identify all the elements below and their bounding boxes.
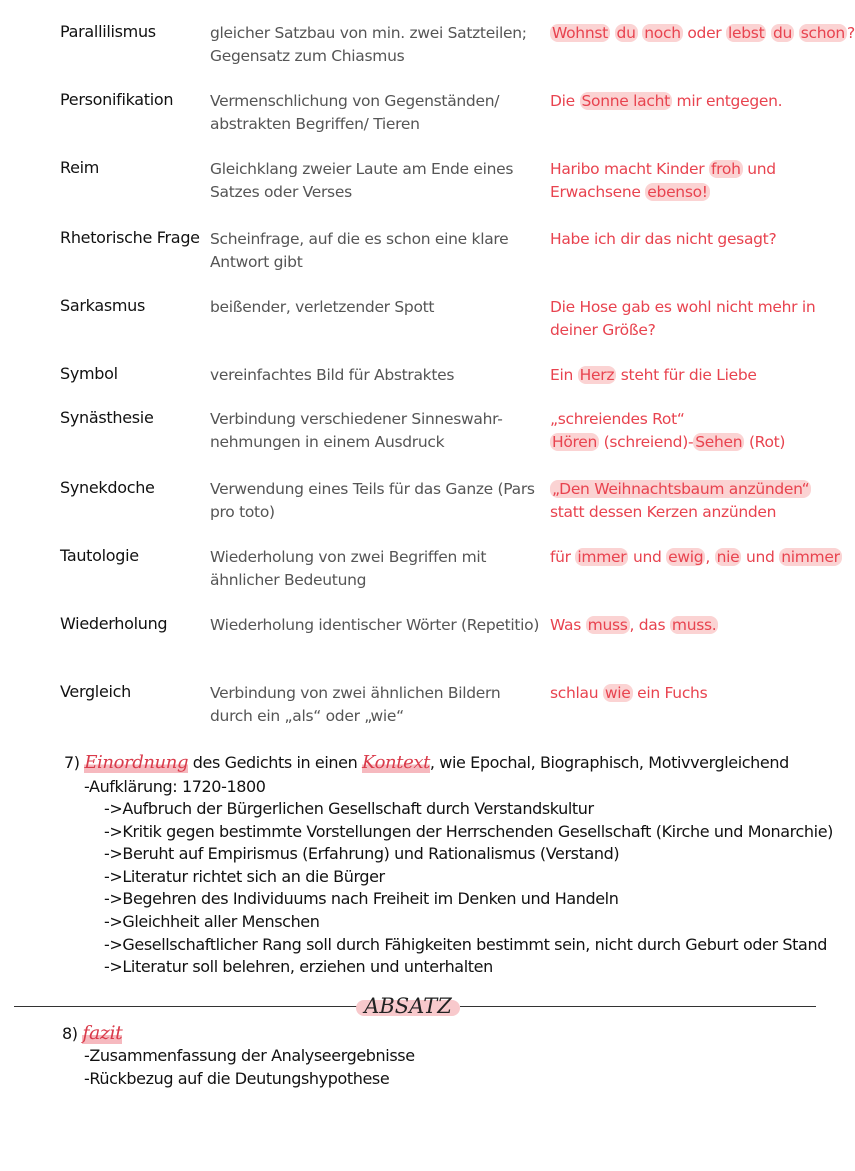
- highlighted-phrase: immer: [577, 548, 627, 566]
- example-text: (schreiend)-: [599, 433, 694, 451]
- glossary-example: [550, 90, 830, 113]
- glossary-example: [550, 546, 840, 569]
- glossary-example: [550, 364, 830, 387]
- example-text: , das: [629, 616, 670, 634]
- glossary-term: Personifikation: [60, 90, 174, 109]
- kontext-word: Kontext: [362, 752, 430, 773]
- einordnung-word: Einordnung: [84, 752, 189, 773]
- glossary-description: Scheinfrage, auf die es schon eine klare Antwort gibt: [210, 230, 509, 271]
- glossary-description: Wiederholung von zwei Begriffen mit ähnlicher Bedeutung: [210, 548, 487, 589]
- example-text: deiner Größe?: [550, 321, 656, 339]
- glossary-term: Wiederholung: [60, 614, 168, 633]
- highlighted-phrase: Sehen: [695, 433, 743, 451]
- example-text: Haribo macht Kinder: [550, 160, 709, 178]
- glossary-term: Symbol: [60, 364, 118, 383]
- glossary-description: Gleichklang zweier Laute am Ende eines Satzes oder Verses: [210, 160, 514, 201]
- example-text: und: [742, 160, 776, 178]
- example-text: Erwachsene: [550, 183, 646, 201]
- example-text: Was: [550, 616, 586, 634]
- highlighted-phrase: wie: [604, 684, 631, 702]
- highlighted-phrase: „Den Weihnachtsbaum anzünden“: [552, 480, 810, 498]
- section-8-point: -Rückbezug auf die Deutungshypothese: [84, 1069, 390, 1088]
- divider-line-left: [14, 1006, 359, 1007]
- glossary-term: Synekdoche: [60, 478, 155, 497]
- section-7-heading: [64, 752, 789, 773]
- section-7-text-b: , wie Epochal, Biographisch, Motivvergleichend: [429, 753, 789, 772]
- section-7-point: ->Beruht auf Empirismus (Erfahrung) und Rationalismus (Verstand): [104, 844, 620, 864]
- absatz-label: ABSATZ: [364, 994, 452, 1018]
- example-text: ein Fuchs: [632, 684, 708, 702]
- fazit-word: fazit: [82, 1022, 123, 1044]
- glossary-term: Reim: [60, 158, 100, 177]
- section-7-text-a: des Gedichts in einen: [188, 753, 363, 772]
- glossary-example: [550, 296, 830, 342]
- example-text: und: [628, 548, 667, 566]
- section-7-point: ->Gleichheit aller Menschen: [104, 912, 320, 931]
- highlighted-phrase: ewig: [668, 548, 704, 566]
- example-text: [610, 24, 615, 42]
- example-text: Die Hose gab es wohl nicht mehr in: [550, 298, 816, 316]
- highlighted-phrase: Sonne lacht: [581, 92, 670, 110]
- section-7-point: ->Kritik gegen bestimmte Vorstellungen der Herrschenden Gesellschaft (Kirche und Monarchie): [104, 821, 833, 841]
- highlighted-phrase: Herz: [579, 366, 615, 384]
- example-text: für: [550, 548, 576, 566]
- example-text: ,: [705, 548, 715, 566]
- glossary-description: Verbindung verschiedener Sinneswahr-nehmungen in einem Ausdruck: [210, 410, 503, 451]
- glossary-example: [550, 228, 830, 251]
- highlighted-phrase: du: [773, 24, 793, 42]
- section-7-point: ->Aufbruch der Bürgerlichen Gesellschaft durch Verstandskultur: [104, 799, 594, 818]
- glossary-example: [550, 614, 830, 637]
- example-text: oder: [682, 24, 727, 42]
- highlighted-phrase: nie: [716, 548, 740, 566]
- glossary-description: Wiederholung identischer Wörter (Repetitio): [210, 616, 540, 634]
- glossary-term: Vergleich: [60, 682, 131, 701]
- glossary-term: Parallilismus: [60, 22, 156, 41]
- glossary-term: Tautologie: [60, 546, 139, 565]
- glossary-description: Vermenschlichung von Gegenständen/ abstrakten Begriffen/ Tieren: [210, 92, 500, 133]
- example-text: statt dessen Kerzen anzünden: [550, 503, 777, 521]
- example-text: schlau: [550, 684, 603, 702]
- glossary-example: [550, 408, 830, 454]
- section-8-point: -Zusammenfassung der Analyseergebnisse: [84, 1046, 415, 1065]
- glossary-example: [550, 682, 830, 705]
- section-7-point: ->Literatur soll belehren, erziehen und unterhalten: [104, 957, 493, 977]
- example-text: ?: [846, 24, 855, 42]
- highlighted-phrase: Hören: [552, 433, 598, 451]
- example-text: Habe ich dir das nicht gesagt?: [550, 230, 777, 248]
- highlighted-phrase: Wohnst: [552, 24, 608, 42]
- glossary-term: Synästhesie: [60, 408, 154, 427]
- glossary-description: Verwendung eines Teils für das Ganze (Pars pro toto): [210, 480, 535, 521]
- section-8-number: 8): [62, 1024, 78, 1043]
- divider-line-right: [460, 1006, 816, 1007]
- section-8-heading: [62, 1022, 122, 1044]
- section-7-point: ->Literatur richtet sich an die Bürger: [104, 866, 385, 886]
- glossary-term: Rhetorische Frage: [60, 228, 200, 247]
- glossary-term: Sarkasmus: [60, 296, 146, 315]
- example-text: Die: [550, 92, 580, 110]
- example-text: (Rot): [744, 433, 786, 451]
- section-7-point: ->Gesellschaftlicher Rang soll durch Fähigkeiten bestimmt sein, nicht durch Geburt oder Stand: [104, 934, 827, 954]
- example-text: Ein: [550, 366, 578, 384]
- glossary-description: gleicher Satzbau von min. zwei Satzteilen; Gegensatz zum Chiasmus: [210, 24, 527, 65]
- highlighted-phrase: lebst: [728, 24, 765, 42]
- glossary-description: beißender, verletzender Spott: [210, 298, 435, 316]
- example-text: steht für die Liebe: [616, 366, 757, 384]
- glossary-example: [550, 158, 830, 204]
- highlighted-phrase: ebenso!: [647, 183, 708, 201]
- highlighted-phrase: du: [616, 24, 636, 42]
- highlighted-phrase: muss.: [671, 616, 717, 634]
- highlighted-phrase: noch: [644, 24, 681, 42]
- glossary-description: Verbindung von zwei ähnlichen Bildern durch ein „als“ oder „wie“: [210, 684, 501, 725]
- glossary-example: [550, 22, 855, 45]
- highlighted-phrase: schon: [800, 24, 845, 42]
- glossary-description: vereinfachtes Bild für Abstraktes: [210, 366, 455, 384]
- highlighted-phrase: nimmer: [781, 548, 840, 566]
- example-text: und: [741, 548, 780, 566]
- section-7-point: ->Begehren des Individuums nach Freiheit im Denken und Handeln: [104, 889, 619, 909]
- highlighted-phrase: muss: [587, 616, 628, 634]
- section-7-number: 7): [64, 753, 80, 772]
- section-7-subheading: -Aufklärung: 1720-1800: [84, 777, 266, 796]
- highlighted-phrase: froh: [711, 160, 741, 178]
- example-text: mir entgegen.: [671, 92, 783, 110]
- example-text: „schreiendes Rot“: [550, 410, 685, 428]
- glossary-example: [550, 478, 830, 524]
